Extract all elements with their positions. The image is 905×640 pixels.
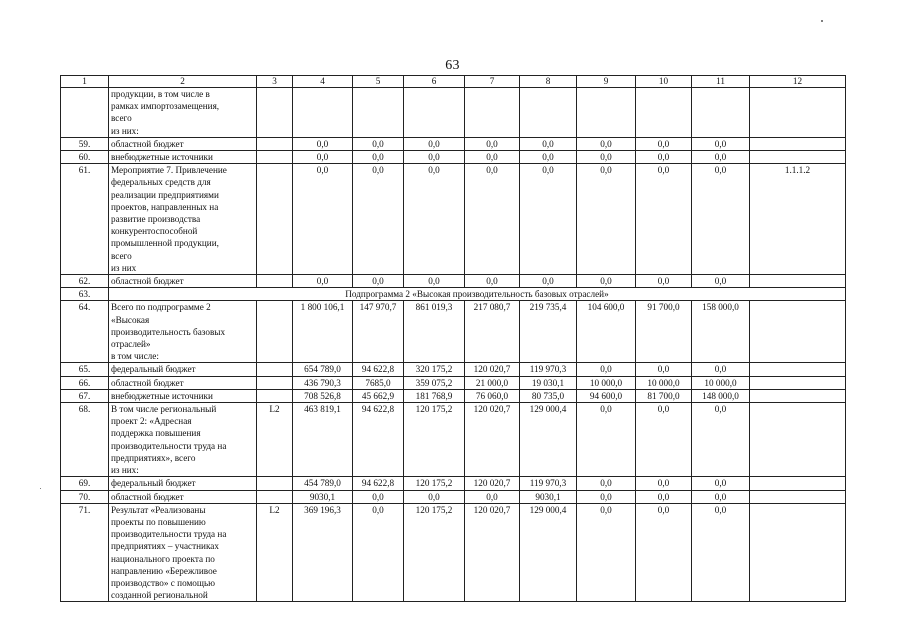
- column-header: 9: [577, 76, 636, 88]
- amount-cell: [465, 88, 520, 138]
- amount-cell: [636, 88, 692, 138]
- target-reference: [750, 301, 846, 363]
- row-code: [257, 275, 293, 288]
- amount-cell: 0,0: [520, 275, 577, 288]
- row-number: 69.: [61, 477, 109, 490]
- row-description: областной бюджет: [109, 275, 257, 288]
- row-description: В том числе региональный проект 2: «Адресная поддержка повышения производительности труда на предприятиях», всего из них:: [109, 403, 257, 477]
- amount-cell: 861 019,3: [404, 301, 465, 363]
- row-number: 62.: [61, 275, 109, 288]
- row-code: [257, 363, 293, 376]
- amount-cell: 120 175,2: [404, 403, 465, 477]
- target-reference: [750, 137, 846, 150]
- amount-cell: 0,0: [636, 490, 692, 503]
- row-number: 65.: [61, 363, 109, 376]
- amount-cell: 120 175,2: [404, 477, 465, 490]
- row-description: Результат «Реализованы проекты по повышению производительности труда на предприятиях – участниках национального проекта по направлению «Бережливое производство» с помощью созданной региональной: [109, 503, 257, 602]
- amount-cell: 708 526,8: [293, 389, 353, 402]
- row-description: Всего по подпрограмме 2 «Высокая производительность базовых отраслей» в том числе:: [109, 301, 257, 363]
- amount-cell: 91 700,0: [636, 301, 692, 363]
- amount-cell: 0,0: [577, 477, 636, 490]
- amount-cell: 0,0: [293, 164, 353, 275]
- amount-cell: 0,0: [465, 490, 520, 503]
- amount-cell: 120 020,7: [465, 363, 520, 376]
- row-description: федеральный бюджет: [109, 477, 257, 490]
- row-code: [257, 376, 293, 389]
- amount-cell: 0,0: [465, 164, 520, 275]
- amount-cell: 0,0: [577, 151, 636, 164]
- amount-cell: 0,0: [692, 363, 750, 376]
- amount-cell: 147 970,7: [353, 301, 404, 363]
- amount-cell: 9030,1: [293, 490, 353, 503]
- amount-cell: 7685,0: [353, 376, 404, 389]
- amount-cell: 21 000,0: [465, 376, 520, 389]
- row-number: 61.: [61, 164, 109, 275]
- amount-cell: 0,0: [692, 477, 750, 490]
- amount-cell: 81 700,0: [636, 389, 692, 402]
- amount-cell: 0,0: [636, 363, 692, 376]
- column-header: 5: [353, 76, 404, 88]
- target-reference: [750, 490, 846, 503]
- table-row: [61, 275, 846, 288]
- target-reference: [750, 503, 846, 602]
- row-number: 59.: [61, 137, 109, 150]
- row-number: 60.: [61, 151, 109, 164]
- section-row: [61, 288, 846, 301]
- amount-cell: 0,0: [404, 137, 465, 150]
- amount-cell: 0,0: [636, 403, 692, 477]
- amount-cell: 217 080,7: [465, 301, 520, 363]
- table-row: [61, 376, 846, 389]
- row-code: L2: [257, 403, 293, 477]
- amount-cell: 0,0: [353, 490, 404, 503]
- table-row: [61, 151, 846, 164]
- amount-cell: 0,0: [520, 151, 577, 164]
- amount-cell: 0,0: [692, 137, 750, 150]
- amount-cell: [404, 88, 465, 138]
- amount-cell: 45 662,9: [353, 389, 404, 402]
- amount-cell: 0,0: [520, 137, 577, 150]
- amount-cell: 76 060,0: [465, 389, 520, 402]
- amount-cell: [520, 88, 577, 138]
- page-number: 63: [445, 58, 460, 73]
- row-number: 63.: [61, 288, 109, 301]
- table-row: [61, 389, 846, 402]
- amount-cell: 120 175,2: [404, 503, 465, 602]
- amount-cell: 0,0: [577, 503, 636, 602]
- amount-cell: [353, 88, 404, 138]
- amount-cell: 0,0: [577, 137, 636, 150]
- amount-cell: 0,0: [692, 403, 750, 477]
- amount-cell: 9030,1: [520, 490, 577, 503]
- amount-cell: 0,0: [353, 164, 404, 275]
- amount-cell: 119 970,3: [520, 363, 577, 376]
- column-header: 11: [692, 76, 750, 88]
- column-header: 10: [636, 76, 692, 88]
- amount-cell: 219 735,4: [520, 301, 577, 363]
- amount-cell: 436 790,3: [293, 376, 353, 389]
- column-header: 1: [61, 76, 109, 88]
- row-code: [257, 477, 293, 490]
- amount-cell: 0,0: [692, 151, 750, 164]
- target-reference: [750, 88, 846, 138]
- column-header: 7: [465, 76, 520, 88]
- row-code: [257, 164, 293, 275]
- column-header: 12: [750, 76, 846, 88]
- row-code: [257, 389, 293, 402]
- row-description: областной бюджет: [109, 376, 257, 389]
- amount-cell: 120 020,7: [465, 403, 520, 477]
- row-number: 70.: [61, 490, 109, 503]
- amount-cell: 0,0: [692, 490, 750, 503]
- section-title: Подпрограмма 2 «Высокая производительность базовых отраслей»: [109, 288, 846, 301]
- amount-cell: 0,0: [692, 503, 750, 602]
- amount-cell: 0,0: [577, 275, 636, 288]
- table-row: [61, 503, 846, 602]
- row-description: продукции, в том числе в рамках импортозамещения, всего из них:: [109, 88, 257, 138]
- amount-cell: 0,0: [465, 151, 520, 164]
- amount-cell: 0,0: [353, 151, 404, 164]
- amount-cell: 0,0: [353, 275, 404, 288]
- amount-cell: 0,0: [692, 164, 750, 275]
- row-number: 71.: [61, 503, 109, 602]
- row-description: федеральный бюджет: [109, 363, 257, 376]
- row-number: [61, 88, 109, 138]
- table-row: [61, 137, 846, 150]
- amount-cell: 0,0: [293, 151, 353, 164]
- column-header: 8: [520, 76, 577, 88]
- row-code: [257, 137, 293, 150]
- table-row: [61, 490, 846, 503]
- row-description: областной бюджет: [109, 490, 257, 503]
- amount-cell: 94 622,8: [353, 403, 404, 477]
- amount-cell: 0,0: [577, 363, 636, 376]
- amount-cell: 94 622,8: [353, 477, 404, 490]
- column-header: 3: [257, 76, 293, 88]
- amount-cell: 158 000,0: [692, 301, 750, 363]
- amount-cell: 148 000,0: [692, 389, 750, 402]
- amount-cell: 0,0: [577, 403, 636, 477]
- amount-cell: 0,0: [636, 164, 692, 275]
- column-header: 2: [109, 76, 257, 88]
- row-description: областной бюджет: [109, 137, 257, 150]
- amount-cell: 0,0: [404, 275, 465, 288]
- row-code: [257, 151, 293, 164]
- column-header: 4: [293, 76, 353, 88]
- table-row: [61, 88, 846, 138]
- scan-speck: [821, 20, 823, 22]
- column-number-row: [61, 76, 846, 88]
- row-description: внебюджетные источники: [109, 151, 257, 164]
- amount-cell: 94 600,0: [577, 389, 636, 402]
- row-code: L2: [257, 503, 293, 602]
- row-number: 68.: [61, 403, 109, 477]
- amount-cell: 0,0: [353, 137, 404, 150]
- amount-cell: 0,0: [577, 164, 636, 275]
- amount-cell: 0,0: [404, 151, 465, 164]
- amount-cell: 0,0: [465, 137, 520, 150]
- amount-cell: 0,0: [636, 151, 692, 164]
- amount-cell: 0,0: [636, 275, 692, 288]
- amount-cell: 1 800 106,1: [293, 301, 353, 363]
- amount-cell: 120 020,7: [465, 477, 520, 490]
- amount-cell: 10 000,0: [577, 376, 636, 389]
- target-reference: [750, 376, 846, 389]
- scan-speck: [40, 488, 41, 489]
- amount-cell: 359 075,2: [404, 376, 465, 389]
- row-description: Мероприятие 7. Привлечение федеральных средств для реализации предприятиями проектов, направленных на развитие производства конкурентоспособной промышленной продукции, всего из них: [109, 164, 257, 275]
- table-row: [61, 403, 846, 477]
- amount-cell: 10 000,0: [692, 376, 750, 389]
- amount-cell: 0,0: [692, 275, 750, 288]
- table-row: [61, 363, 846, 376]
- amount-cell: 0,0: [636, 477, 692, 490]
- amount-cell: 80 735,0: [520, 389, 577, 402]
- row-code: [257, 88, 293, 138]
- amount-cell: 369 196,3: [293, 503, 353, 602]
- target-reference: [750, 403, 846, 477]
- table-row: [61, 164, 846, 275]
- amount-cell: [692, 88, 750, 138]
- column-header: 6: [404, 76, 465, 88]
- amount-cell: 0,0: [293, 137, 353, 150]
- table-row: [61, 477, 846, 490]
- target-reference: [750, 151, 846, 164]
- row-number: 66.: [61, 376, 109, 389]
- amount-cell: 0,0: [465, 275, 520, 288]
- amount-cell: 129 000,4: [520, 503, 577, 602]
- amount-cell: 654 789,0: [293, 363, 353, 376]
- amount-cell: 0,0: [293, 275, 353, 288]
- row-code: [257, 301, 293, 363]
- amount-cell: 0,0: [636, 137, 692, 150]
- amount-cell: 0,0: [636, 503, 692, 602]
- target-reference: [750, 477, 846, 490]
- row-code: [257, 490, 293, 503]
- table-row: [61, 301, 846, 363]
- target-reference: [750, 275, 846, 288]
- target-reference: [750, 363, 846, 376]
- amount-cell: [577, 88, 636, 138]
- target-reference: 1.1.1.2: [750, 164, 846, 275]
- amount-cell: 94 622,8: [353, 363, 404, 376]
- amount-cell: 10 000,0: [636, 376, 692, 389]
- table-body: [61, 88, 846, 602]
- amount-cell: 129 000,4: [520, 403, 577, 477]
- amount-cell: 0,0: [520, 164, 577, 275]
- amount-cell: 454 789,0: [293, 477, 353, 490]
- row-description: внебюджетные источники: [109, 389, 257, 402]
- row-number: 64.: [61, 301, 109, 363]
- amount-cell: 463 819,1: [293, 403, 353, 477]
- amount-cell: 0,0: [577, 490, 636, 503]
- amount-cell: 19 030,1: [520, 376, 577, 389]
- amount-cell: [293, 88, 353, 138]
- amount-cell: 0,0: [404, 490, 465, 503]
- amount-cell: 320 175,2: [404, 363, 465, 376]
- amount-cell: 120 020,7: [465, 503, 520, 602]
- amount-cell: 119 970,3: [520, 477, 577, 490]
- amount-cell: 181 768,9: [404, 389, 465, 402]
- target-reference: [750, 389, 846, 402]
- amount-cell: 0,0: [353, 503, 404, 602]
- amount-cell: 0,0: [404, 164, 465, 275]
- row-number: 67.: [61, 389, 109, 402]
- budget-table: [60, 75, 846, 602]
- amount-cell: 104 600,0: [577, 301, 636, 363]
